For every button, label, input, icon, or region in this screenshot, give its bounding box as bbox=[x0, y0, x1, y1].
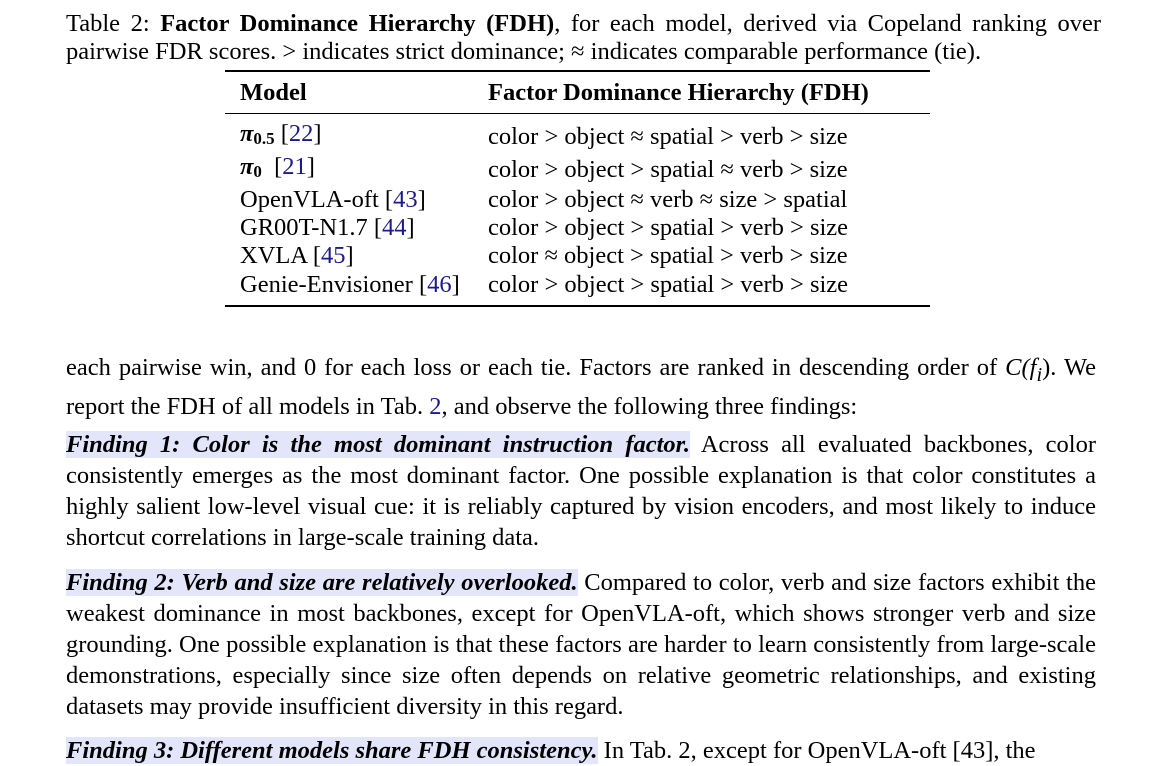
header-model: Model bbox=[240, 78, 307, 106]
caption-line2: pairwise FDR scores. > indicates strict dominance; ≈ indicates comparable performance (tie). bbox=[66, 38, 982, 65]
model-cell: $\pi_{0.5}$ [22] bbox=[240, 120, 322, 148]
model-name: GR00T-N1.7 bbox=[240, 214, 368, 242]
finding-2-paragraph bbox=[66, 567, 1096, 722]
model-cell: OpenVLA-oft [43] bbox=[240, 186, 426, 214]
caption-label: Table 2: bbox=[66, 10, 150, 37]
fdh-cell: color > object > spatial ≈ verb > size bbox=[488, 155, 848, 183]
finding-3-text: In Tab. 2, except for OpenVLA-oft [43], the bbox=[597, 737, 1036, 764]
finding-1-paragraph bbox=[66, 429, 1096, 553]
fdh-cell: color > object ≈ verb ≈ size > spatial bbox=[488, 186, 848, 214]
finding-3-paragraph bbox=[66, 735, 1096, 764]
model-cell: GR00T-N1.7 [44] bbox=[240, 214, 415, 242]
intro-paragraph: each pairwise win, and 0 for each loss or each tie. Factors are ranked in descending order of $C(f_i)$. We report the FDH of all models in Tab. 2, and observe the following three findings: bbox=[66, 354, 1096, 420]
finding-1-title: Finding 1: Color is the most dominant instruction factor. bbox=[66, 431, 690, 458]
model-name: Genie-Envisioner bbox=[240, 270, 413, 298]
table-ref-link[interactable]: 2 bbox=[429, 392, 442, 420]
table-row bbox=[225, 186, 930, 214]
citation-link[interactable]: 22 bbox=[288, 120, 314, 147]
model-cell: $\pi_0$ [21] bbox=[240, 153, 315, 181]
fdh-cell: color ≈ object > spatial > verb > size bbox=[488, 242, 848, 270]
fdh-cell: color > object > spatial > verb > size bbox=[488, 270, 849, 298]
pi-symbol: $\pi_0$ bbox=[240, 153, 262, 181]
pi-symbol: $\pi_{0.5}$ bbox=[240, 120, 275, 148]
finding-3-title: Finding 3: Different models share FDH consistency. bbox=[66, 737, 598, 764]
finding-2-text: Compared to color, verb and size factors exhibit the weakest dominance in most backbones, except for OpenVLA-oft, which shows stronger verb and size grounding. One possible explanation is that these factors are harder to learn consistently from large-scale demonstrations, especially since size often depends on relative geometric relationships, and existing datasets may provide insufficient diversity in this regard. bbox=[66, 569, 1096, 720]
table-header-row bbox=[225, 71, 930, 114]
citation-link[interactable]: 46 bbox=[427, 270, 452, 298]
model-name: XVLA bbox=[240, 242, 307, 270]
math-expression: $C(f_i$ bbox=[1005, 354, 1043, 386]
citation-link[interactable]: 44 bbox=[382, 214, 407, 242]
citation-link[interactable]: 45 bbox=[321, 242, 346, 270]
table-row bbox=[225, 271, 930, 306]
citation-link[interactable]: 43 bbox=[393, 186, 418, 214]
table-row bbox=[225, 214, 930, 242]
header-fdh: Factor Dominance Hierarchy (FDH) bbox=[488, 78, 869, 106]
model-cell: XVLA [45] bbox=[240, 242, 354, 270]
table-row bbox=[225, 114, 930, 154]
model-name: OpenVLA-oft bbox=[240, 186, 379, 214]
table-caption bbox=[66, 10, 1101, 66]
table-row bbox=[225, 153, 930, 186]
finding-1-text: Across all evaluated backbones, color consistently emerges as the most dominant factor. One possible explanation is that color constitutes a highly salient low-level visual cue: it is reliably captured by vision encoders, and most likely to induce shortcut correlations in large-scale training data. bbox=[66, 431, 1096, 551]
citation-link[interactable]: 21 bbox=[282, 153, 307, 180]
table-row bbox=[225, 242, 930, 270]
fdh-cell: color > object > spatial > verb > size bbox=[488, 214, 849, 242]
fdh-cell: color > object ≈ spatial > verb > size bbox=[488, 122, 848, 150]
finding-2-title: Finding 2: Verb and size are relatively overlooked. bbox=[66, 569, 578, 596]
model-cell: Genie-Envisioner [46] bbox=[240, 270, 460, 298]
fdh-table bbox=[225, 70, 930, 307]
caption-line1-rest: , for each model, derived via Copeland ranking over bbox=[554, 10, 1102, 37]
caption-title: Factor Dominance Hierarchy (FDH) bbox=[160, 10, 555, 37]
